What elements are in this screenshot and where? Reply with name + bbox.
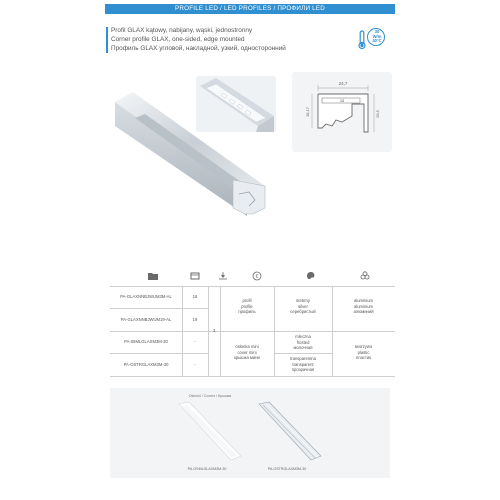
badge-temperature: 40°C: [372, 38, 382, 44]
table-row-value: 18: [192, 294, 198, 299]
led-strip-detail-image: [196, 76, 276, 132]
accessory-label-frosted: PA-OSMLGLAXM3M-30: [187, 467, 227, 471]
table-line: [110, 376, 395, 377]
badge-power-value: 30: [374, 29, 380, 34]
badge-text: [368, 30, 386, 44]
title-russian: Профиль GLAX угловой, накладной, узкий, односторонний: [111, 45, 286, 52]
table-row-value: 19: [192, 317, 198, 322]
accessories-panel: [110, 388, 390, 478]
frosted-cover-image: [175, 400, 245, 466]
dimension-depth: 18,17: [305, 106, 310, 118]
profile-material-cell: aluminium aluminium алюминий: [353, 298, 374, 315]
cover-material-cell: tworzywo plastic пластик: [354, 344, 373, 361]
accessory-label-transparent: PA-OSTRGLAXM3M-30: [267, 467, 307, 471]
table-line: [110, 331, 395, 332]
table-row-code: PA-OSTRGLAXM3M-30: [123, 362, 169, 367]
table-row-value: -: [194, 362, 196, 367]
led-strip-detail-svg: [196, 76, 276, 132]
product-table: [110, 286, 395, 376]
table-row-code: PA-GLAXNNBJWUM19-AL: [120, 317, 172, 322]
table-row-code: PA-GLAXNNBJWUM3M-AL: [120, 294, 172, 299]
title-accent-bar: [106, 27, 108, 53]
table-line: [110, 286, 395, 287]
material-icon: [355, 268, 375, 284]
cover-color-transparent-cell: transparentna transparent прозрачная: [290, 356, 316, 373]
table-length-value: 3: [212, 328, 216, 333]
title-block: [111, 26, 351, 53]
dimension-height: 28,5: [375, 110, 380, 118]
color-palette-icon: [301, 268, 321, 284]
badge-power-unit: W/m: [372, 33, 382, 39]
dimension-width: 24,7: [338, 81, 348, 86]
table-line: [110, 353, 208, 354]
table-icon-header: [105, 268, 395, 286]
cross-section-drawing: [292, 72, 392, 152]
accessories-title: Osłonki / Covers / Крышки: [188, 394, 232, 398]
cover-type-cell: osłonka mini cover mini крышка мини: [234, 344, 260, 361]
table-line: [274, 353, 332, 354]
packaging-icon: [185, 268, 205, 284]
dimension-inner-width: 13: [340, 99, 344, 104]
length-icon: [213, 268, 233, 284]
power-temperature-badge: [355, 26, 385, 54]
folder-icon: [143, 268, 163, 284]
header-banner: PROFILE LED / LED PROFILES / ПРОФИЛИ LED: [105, 4, 395, 14]
table-line: [110, 308, 208, 309]
cover-color-frosted-cell: mleczna frosted молочная: [293, 334, 313, 351]
table-row-code: PA-05MLGLAXM3M-30: [124, 339, 168, 344]
title-polish: Profil GLAX kątowy, nabijany, wąski, jednostronny: [111, 27, 253, 34]
profile-color-cell: srebrny silver серебристый: [290, 298, 316, 315]
profile-type-cell: profil profile профиль: [238, 298, 256, 315]
title-english: Corner profile GLAX, one-sided, edge mounted: [111, 36, 245, 43]
transparent-cover-image: [255, 400, 325, 466]
thermometer-icon: [357, 30, 367, 50]
svg-text:€: €: [255, 274, 259, 280]
type-icon: [247, 268, 267, 284]
table-row-value: -: [194, 339, 196, 344]
